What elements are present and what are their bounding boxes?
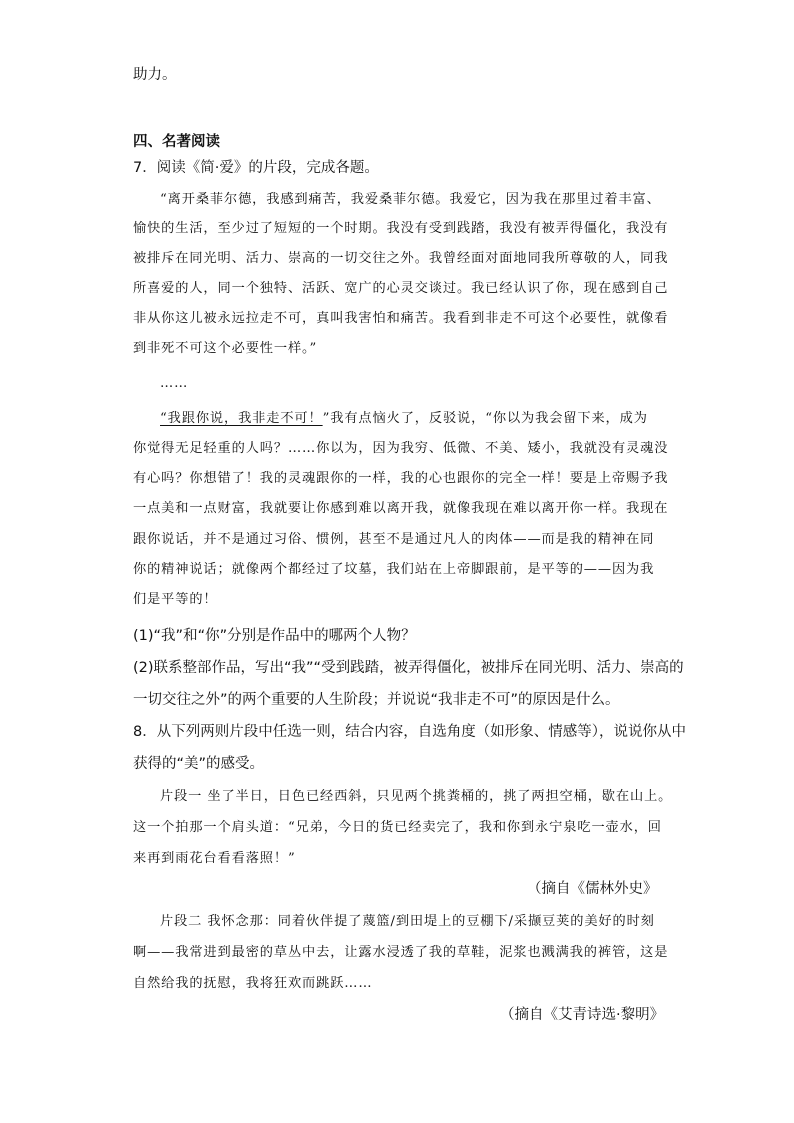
excerpt-line: 片段二 我怀念那：同着伙伴提了蔑篮/到田堤上的豆棚下/采撷豆荚的美好的时刻 [160,914,655,929]
excerpt-line: 这一个拍那一个肩头道：“兄弟，今日的货已经卖完了，我和你到永宁泉吃一壶水，回 [133,820,662,835]
passage-line: “离开桑菲尔德，我感到痛苦，我爱桑菲尔德。我爱它，因为我在那里过着丰富、 [160,192,661,207]
excerpt-line: 自然给我的抚慰，我将狂欢而跳跃…… [133,976,373,991]
passage-line [160,409,648,429]
ellipsis: …… [160,376,189,391]
passage-line: 们是平等的！ [133,592,218,607]
question-8-prompt: 获得的“美”的感受。 [133,756,265,772]
passage-line: 有心吗？你想错了！我的灵魂跟你的一样，我的心也跟你的完全一样！要是上帝赐予我 [133,471,669,486]
section-heading: 四、名著阅读 [133,134,220,150]
sub-question-2-line: (2)联系整部作品，写出“我”“受到践踏，被弄得僵化，被排斥在同光明、活力、崇高的 [133,660,684,676]
passage-line-rest: ”我有点恼火了，反驳说，“你以为我会留下来，成为 [322,411,648,426]
continuation-text: 助力。 [133,67,177,83]
passage-line: 愉快的生活，至少过了短短的一个时期。我没有受到践踏，我没有被弄得僵化，我没有 [133,221,669,236]
passage-line: 跟你说话，并不是通过习俗、惯例，甚至不是通过凡人的肉体——而是我的精神在同 [133,532,655,547]
passage-line: 你的精神说话；就像两个都经过了坟墓，我们站在上帝脚跟前，是平等的——因为我 [133,562,655,577]
passage-line: 到非死不可这个必要性一样。” [133,341,318,356]
passage-line: 非从你这儿被永远拉走不可，真叫我害怕和痛苦。我看到非走不可这个必要性，就像看 [133,311,669,326]
passage-line: 你觉得无足轻重的人吗？……你以为，因为我穷、低微、不美、矮小，我就没有灵魂没 [133,441,669,456]
underlined-quote: “我跟你说，我非走不可！ [160,411,323,426]
excerpt-line: 片段一 坐了半日，日色已经西斜，只见两个挑粪桶的，挑了两担空桶，歇在山上。 [160,789,673,804]
sub-question-2-line: 一切交往之外”的两个重要的人生阶段；并说说“我非走不可”的原因是什么。 [133,692,620,708]
passage-line: 所喜爱的人，同一个独特、活跃、宽广的心灵交谈过。我已经认识了你，现在感到自己 [133,281,669,296]
sub-question-1: (1)“我”和“你”分别是作品中的哪两个人物？ [133,628,416,644]
passage-line: 一点美和一点财富，我就要让你感到难以离开我，就像我现在难以离开你一样。我现在 [133,501,669,516]
question-7-prompt: 7．阅读《简·爱》的片段，完成各题。 [133,160,379,176]
passage-line: 被排斥在同光明、活力、崇高的一切交往之外。我曾经面对面地同我所尊敬的人，同我 [133,251,669,266]
question-8-prompt: 8．从下列两则片段中任选一则，结合内容，自选角度（如形象、情感等），说说你从中 [133,724,686,740]
excerpt-line: 来再到雨花台看看落照！” [133,851,296,866]
excerpt-line: 啊——我常进到最密的草丛中去，让露水浸透了我的草鞋，泥浆也溅满我的裤管，这是 [133,945,669,960]
source-citation: （摘自《儒林外史》 [527,881,658,897]
source-citation: （摘自《艾青诗选·黎明》 [500,1007,665,1023]
